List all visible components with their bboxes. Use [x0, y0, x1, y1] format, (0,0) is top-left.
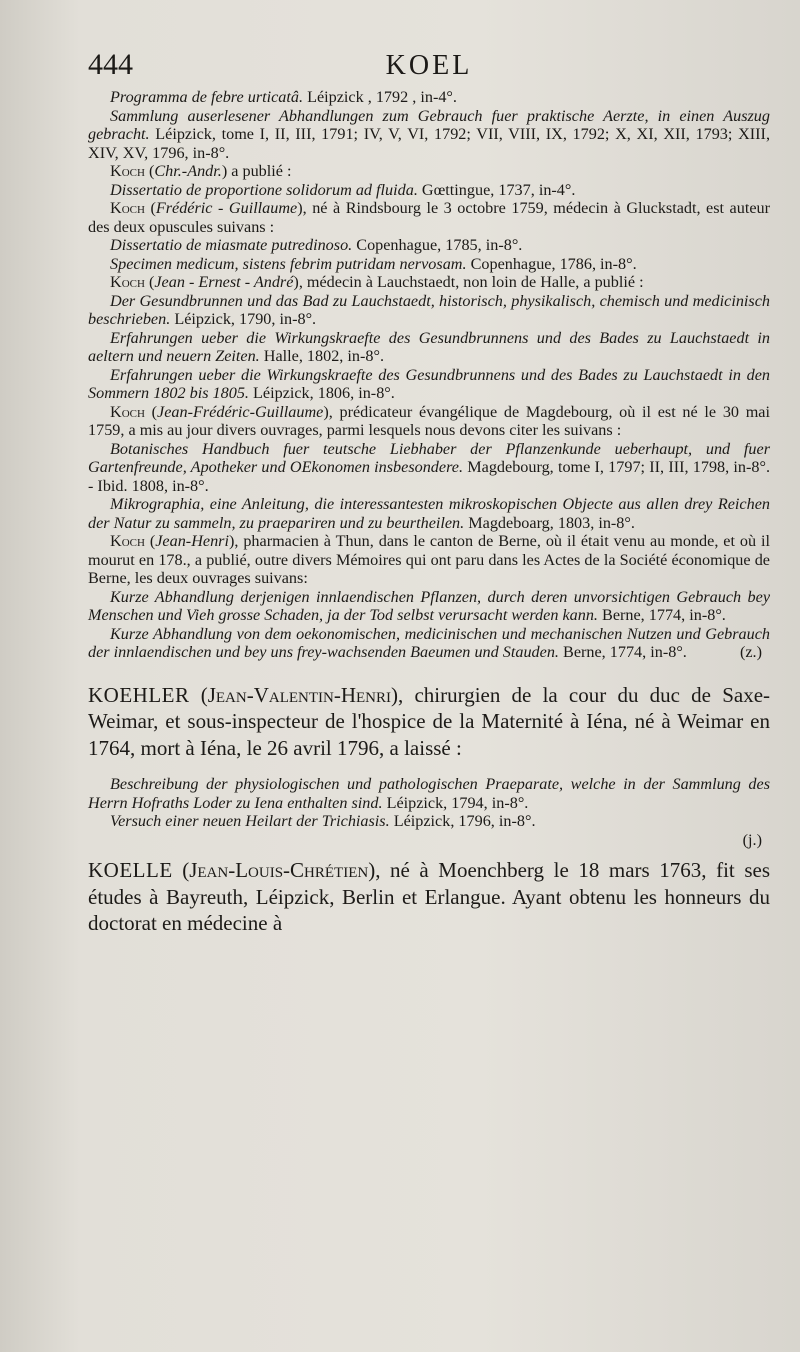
person-surname: Koch: [110, 402, 145, 421]
bibliography-item: [88, 625, 770, 662]
imprint: Léipzick , 1792 , in-4°.: [303, 88, 457, 106]
imprint: Gœttingue, 1737, in-4°.: [417, 180, 576, 199]
person-surname: Koch: [110, 199, 145, 217]
bibliography-item: [88, 107, 770, 163]
work-title: Versuch einer neuen Heilart der Trichiasis.: [110, 812, 390, 830]
koehler-names: Jean-Valentin-Henri: [207, 682, 391, 707]
work-title: Erfahrungen ueber die Wirkungskraefte des Gesundbrunnens und des Bades zu Lauchstaedt in aeltern und neuern Zeiten.: [88, 328, 770, 365]
work-title: Dissertatio de miasmate putredinoso.: [110, 236, 353, 254]
work-title: Sammlung auserlesener Abhandlungen zum Gebrauch fuer praktische Aerzte, in einen Auszug gebracht.: [88, 106, 770, 143]
person-entry: Koch (Jean - Ernest - André), médecin à Lauchstaedt, non loin de Halle, a publié :: [110, 273, 644, 291]
person-description: , prédicateur évangélique de Magdebourg, où il est né le 30 mai 1759, a mis au jour divers ouvrages, parmi lesquels nous devons citer les suivans :: [88, 402, 770, 439]
person-description: , pharmacien à Thun, dans le canton de Berne, où il était venu au monde, et où il mourut en 178., a publié, outre divers Mémoires qui ont paru dans les Actes de la Société économique de Berne, les deux ouvrages suivans:: [88, 532, 771, 587]
imprint: Léipzick, 1790, in-8°.: [170, 310, 317, 328]
koehler-text: ), chirurgien de la cour du duc de Saxe-Weimar, et sous-inspecteur de l'hospice de la Maternité à Iéna, né à Weimar en 1764, mort à Iéna, le 26 avril 1796, a laissé :: [88, 682, 771, 760]
contributor-signature: (z.): [739, 643, 762, 661]
work-title: Specimen medicum, sistens febrim putridam nervosam.: [110, 254, 467, 273]
imprint: Léipzick, tome I, II, III, 1791; IV, V, VI, 1792; VII, VIII, IX, 1792; X, XI, XII, 1793; XIII, XIV, XV, 1796, in-8°.: [88, 125, 770, 162]
person-entry: Koch (Jean-Frédéric-Guillaume), prédicateur évangélique de Magdebourg, où il est né le 30 mai 1759, a mis au jour divers ouvrages, parmi lesquels nous devons citer les suivans :: [88, 402, 770, 439]
work-title: Erfahrungen ueber die Wirkungskraefte des Gesundbrunnens und des Bades zu Lauchstaedt in den Sommern 1802 bis 1805.: [88, 365, 770, 402]
person-given-names: Frédéric - Guillaume: [155, 199, 298, 217]
bibliography-item: [88, 181, 770, 200]
person-surname: Koch: [110, 273, 145, 291]
imprint: Halle, 1802, in-8°.: [259, 347, 384, 365]
page-number: 444: [88, 48, 133, 81]
imprint: Berne, 1774, in-8°.: [558, 643, 687, 661]
work-title: Der Gesundbrunnen und das Bad zu Lauchstaedt, historisch, physikalisch, chemisch und medicinisch beschrieben.: [88, 291, 770, 328]
person-entry: Koch (Chr.-Andr.) a publié :: [110, 162, 292, 180]
bibliography-item: [88, 495, 770, 532]
koch-entries: [88, 88, 770, 662]
work-title: Beschreibung der physiologischen und pathologischen Praeparate, welche in der Sammlung des Herrn Hofraths Loder zu Iena enthalten sind.: [88, 775, 770, 812]
koehler-works: [88, 775, 770, 831]
work-title: Programma de febre urticatâ.: [110, 88, 304, 106]
koehler-work: [88, 812, 770, 831]
person-entry: Koch (Jean-Henri), pharmacien à Thun, dans le canton de Berne, où il était venu au monde, et où il mourut en 178., a publié, outre divers Mémoires qui ont paru dans les Actes de la Société économique de Berne, les deux ouvrages suivans:: [88, 532, 771, 587]
bibliography-item: [88, 88, 770, 107]
bibliography-item: [88, 440, 770, 496]
imprint: Magdeboarg, 1803, in-8°.: [464, 513, 635, 532]
person-given-names: Jean-Frédéric-Guillaume: [157, 402, 324, 421]
person-surname: Koch: [110, 532, 145, 550]
person-description: , né à Rindsbourg le 3 octobre 1759, médecin à Gluckstadt, est auteur des deux opuscules suivans :: [88, 199, 771, 236]
imprint: Copenhague, 1785, in-8°.: [352, 236, 523, 254]
koelle-headword: KOELLE: [88, 858, 173, 882]
work-title: Kurze Abhandlung derjenigen innlaendischen Pflanzen, durch deren unvorsichtigen Gebrauch bey Menschen und Vieh grosse Schaden, ja der Tod selbst verursacht werden kann.: [88, 587, 770, 624]
imprint: Léipzick, 1796, in-8°.: [389, 812, 536, 830]
koehler-headword: KOEHLER: [88, 682, 190, 707]
person-description: , médecin à Lauchstaedt, non loin de Halle, a publié :: [298, 273, 644, 291]
work-title: Dissertatio de proportione solidorum ad fluida.: [110, 180, 418, 199]
running-head: [88, 48, 770, 88]
entry-koehler: KOEHLER (Jean-Valentin-Henri), chirurgien de la cour du duc de Saxe-Weimar, et sous-inspecteur de l'hospice de la Maternité à Iéna, né à Weimar en 1764, mort à Iéna, le 26 avril 1796, a laissé :: [88, 682, 771, 760]
koelle-text: ), né à Moenchberg le 18 mars 1763, fit ses études à Bayreuth, Léipzick, Berlin et Erlangue. Ayant obtenu les honneurs du doctorat en médecine à: [88, 858, 770, 935]
bibliography-item: [88, 366, 770, 403]
koehler-signature: (j.): [742, 830, 762, 849]
person-given-names: Chr.-Andr.: [154, 162, 222, 180]
imprint: Magdebourg, tome I, 1797; II, III, 1798, in-8°. - Ibid. 1808, in-8°.: [88, 458, 771, 495]
koelle-names: Jean-Louis-Chrétien: [189, 858, 369, 882]
running-title: KOEL: [385, 50, 473, 81]
bibliography-item: [88, 292, 770, 329]
imprint: Copenhague, 1786, in-8°.: [466, 254, 637, 273]
person-entry: Koch (Frédéric - Guillaume), né à Rindsbourg le 3 octobre 1759, médecin à Gluckstadt, est auteur des deux opuscules suivans :: [88, 199, 771, 236]
imprint: Berne, 1774, in-8°.: [597, 606, 726, 624]
bibliography-item: [88, 588, 770, 625]
koehler-work: [88, 775, 770, 812]
koehler-signature-line: [88, 831, 770, 850]
bibliography-item: [88, 255, 770, 274]
entry-koelle: KOELLE (Jean-Louis-Chrétien), né à Moenchberg le 18 mars 1763, fit ses études à Bayreuth, Léipzick, Berlin et Erlangue. Ayant obtenu les honneurs du doctorat en médecine à: [88, 858, 770, 935]
imprint: Léipzick, 1806, in-8°.: [248, 384, 395, 402]
person-surname: Koch: [110, 162, 145, 180]
person-given-names: Jean - Ernest - André: [154, 273, 294, 291]
bibliography-item: [88, 236, 770, 255]
work-title: Botanisches Handbuch fuer teutsche Liebhaber der Pflanzenkunde ueberhaupt, und fuer Gartenfreunde, Apotheker und OEkonomen insbesondere.: [88, 439, 770, 476]
imprint: Léipzick, 1794, in-8°.: [382, 793, 529, 812]
work-title: Kurze Abhandlung von dem oekonomischen, medicinischen und mechanischen Nutzen und Gebrauch der innlaendischen und bey uns frey-wachsenden Baeumen und Stauden.: [88, 624, 770, 661]
work-title: Mikrographia, eine Anleitung, die interessantesten mikroskopischen Objecte aus allen drey Reichen der Natur zu sammeln, zu praepariren und zu beurtheilen.: [88, 495, 770, 532]
bibliography-item: [88, 329, 770, 366]
person-description: a publié :: [227, 162, 292, 180]
person-given-names: Jean-Henri: [155, 532, 229, 550]
